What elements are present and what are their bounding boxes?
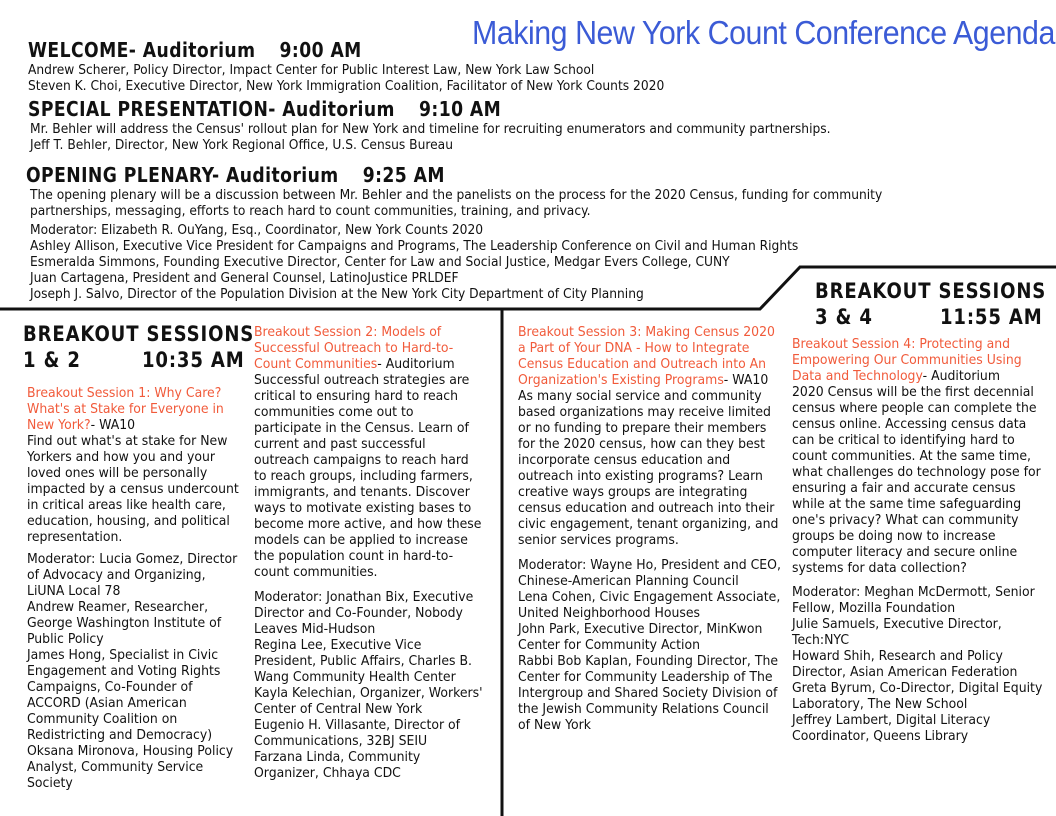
session-4-panelist: Jeffrey Lambert, Digital Literacy Coordinator, Queens Library <box>792 713 991 744</box>
session-4-room: - Auditorium <box>922 369 1000 384</box>
session-4 <box>792 337 1043 745</box>
session-4-panelist: Greta Byrum, Co-Director, Digital Equity Laboratory, The New School <box>792 681 1043 712</box>
opening-description: The opening plenary will be a discussion between Mr. Behler and the panelists on the process for the 2020 Census, funding for community partnerships, messaging, efforts to reach hard to count communities, training, and privacy. <box>30 188 883 219</box>
special-line-1: Mr. Behler will address the Census' rollout plan for New York and timeline for recruiting enumerators and community partnerships. <box>30 122 831 137</box>
session-3-heading <box>518 325 784 389</box>
opening-panelist-4: Joseph J. Salvo, Director of the Population Division at the New York City Department of City Planning <box>30 287 644 302</box>
session-3-description: As many social service and community based organizations may receive limited or no funding to prepare their members for the 2020 census, how can they best incorporate census education and outreach into existing programs? Learn creative ways groups are integrating census education and outreach into their civic engagement, tenant organizing, and senior services programs. <box>518 389 779 548</box>
session-3-room: - WA10 <box>723 373 769 388</box>
session-2-heading <box>254 325 483 373</box>
session-1-panelist: Andrew Reamer, Researcher, George Washington Institute of Public Policy <box>27 600 222 647</box>
opening-moderator: Moderator: Elizabeth R. OuYang, Esq., Coordinator, New York Counts 2020 <box>30 223 484 238</box>
breakout-34-label: BREAKOUT SESSIONS <box>815 279 1047 303</box>
breakout-12-nums: 1 & 2 <box>23 348 81 372</box>
session-2 <box>254 325 483 782</box>
special-line-2: Jeff T. Behler, Director, New York Regional Office, U.S. Census Bureau <box>30 138 453 153</box>
session-4-panelist: Julie Samuels, Executive Director, Tech:NYC <box>792 617 1002 648</box>
session-1-panelist: Oksana Mironova, Housing Policy Analyst, Community Service Society <box>27 744 234 791</box>
session-3-title: Breakout Session 3: Making Census 2020 a Part of Your DNA - How to Integrate Census Education and Outreach into An Organization's Existing Programs <box>518 325 775 388</box>
page-title: Making New York Count Conference Agenda <box>472 14 1055 51</box>
opening-panelist-1: Ashley Allison, Executive Vice President for Campaigns and Programs, The Leadership Conference on Civil and Human Rights <box>30 239 799 254</box>
session-4-heading <box>792 337 1043 385</box>
session-4-title: Breakout Session 4: Protecting and Empowering Our Communities Using Data and Technology <box>792 337 1022 384</box>
session-4-description: 2020 Census will be the first decennial census where people can complete the census online. Accessing census data can be critical to identifying hard to count communities. At the same time, what challenges do technology pose for ensuring a fair and accurate census while at the same time safeguarding one's privacy? What can community groups be doing now to increase computer literacy and secure online systems for data collection? <box>792 385 1041 576</box>
session-2-moderator: Moderator: Jonathan Bix, Executive Director and Co-Founder, Nobody Leaves Mid-Hudson <box>254 590 474 637</box>
session-1-heading <box>27 386 243 434</box>
breakout-34-nums: 3 & 4 <box>815 305 873 329</box>
opening-panelist-3: Juan Cartagena, President and General Counsel, LatinoJustice PRLDEF <box>30 271 459 286</box>
session-4-moderator: Moderator: Meghan McDermott, Senior Fellow, Mozilla Foundation <box>792 585 1035 616</box>
breakout-12-label: BREAKOUT SESSIONS <box>23 322 255 346</box>
session-3-moderator: Moderator: Wayne Ho, President and CEO, Chinese-American Planning Council <box>518 558 781 589</box>
special-time: 9:10 AM <box>419 97 502 121</box>
session-2-panelist: Kayla Kelechian, Organizer, Workers' Center of Central New York <box>254 686 483 717</box>
breakout-34-time: 11:55 AM <box>940 305 1043 329</box>
session-1-title: Breakout Session 1: Why Care? What's at Stake for Everyone in New York? <box>27 386 224 433</box>
session-2-description: Successful outreach strategies are critical to ensuring hard to reach communities come out to participate in the Census. Learn of current and past successful outreach campaigns to reach hard to reach groups, including farmers, immigrants, and tenants. Discover ways to motivate existing bases to become more active, and how these models can be applied to increase the population count in hard-to-count communities. <box>254 373 482 580</box>
opening-panelist-2: Esmeralda Simmons, Founding Executive Director, Center for Law and Social Justice, Medgar Evers College, CUNY <box>30 255 730 270</box>
session-1 <box>27 386 243 792</box>
session-2-panelist: Regina Lee, Executive Vice President, Public Affairs, Charles B. Wang Community Health Center <box>254 638 472 685</box>
session-1-description: Find out what's at stake for New Yorkers and how you and your loved ones will be personally impacted by a census undercount in critical areas like health care, education, housing, and political representation. <box>27 434 239 545</box>
welcome-line-2: Steven K. Choi, Executive Director, New York Immigration Coalition, Facilitator of New York Counts 2020 <box>28 79 665 94</box>
session-3-panelist: Lena Cohen, Civic Engagement Associate, United Neighborhood Houses <box>518 590 781 621</box>
session-3 <box>518 325 784 734</box>
breakout-12-time: 10:35 AM <box>142 348 245 372</box>
session-2-panelist: Eugenio H. Villasante, Director of Communications, 32BJ SEIU <box>254 718 461 749</box>
session-1-moderator: Moderator: Lucia Gomez, Director of Advocacy and Organizing, LiUNA Local 78 <box>27 552 238 599</box>
session-1-room: - WA10 <box>90 418 136 433</box>
welcome-time: 9:00 AM <box>279 38 362 62</box>
session-4-panelist: Howard Shih, Research and Policy Director, Asian American Federation <box>792 649 1018 680</box>
opening-time: 9:25 AM <box>362 163 445 187</box>
session-2-title: Breakout Session 2: Models of Successful Outreach to Hard-to-Count Communities <box>254 325 454 372</box>
opening-label: OPENING PLENARY- Auditorium <box>26 163 339 187</box>
session-2-room: - Auditorium <box>377 357 455 372</box>
welcome-label: WELCOME- Auditorium <box>28 38 256 62</box>
welcome-line-1: Andrew Scherer, Policy Director, Impact Center for Public Interest Law, New York Law School <box>28 63 595 78</box>
session-2-panelist: Farzana Linda, Community Organizer, Chhaya CDC <box>254 750 421 781</box>
session-1-panelist: James Hong, Specialist in Civic Engagement and Voting Rights Campaigns, Co-Founder of ACCORD (Asian American Community Coalition on Redistricting and Democracy) <box>27 648 221 743</box>
session-3-panelist: Rabbi Bob Kaplan, Founding Director, The Center for Community Leadership of The Intergroup and Shared Society Division of the Jewish Community Relations Council of New York <box>518 654 779 733</box>
session-3-panelist: John Park, Executive Director, MinKwon Center for Community Action <box>518 622 763 653</box>
special-label: SPECIAL PRESENTATION- Auditorium <box>28 97 395 121</box>
